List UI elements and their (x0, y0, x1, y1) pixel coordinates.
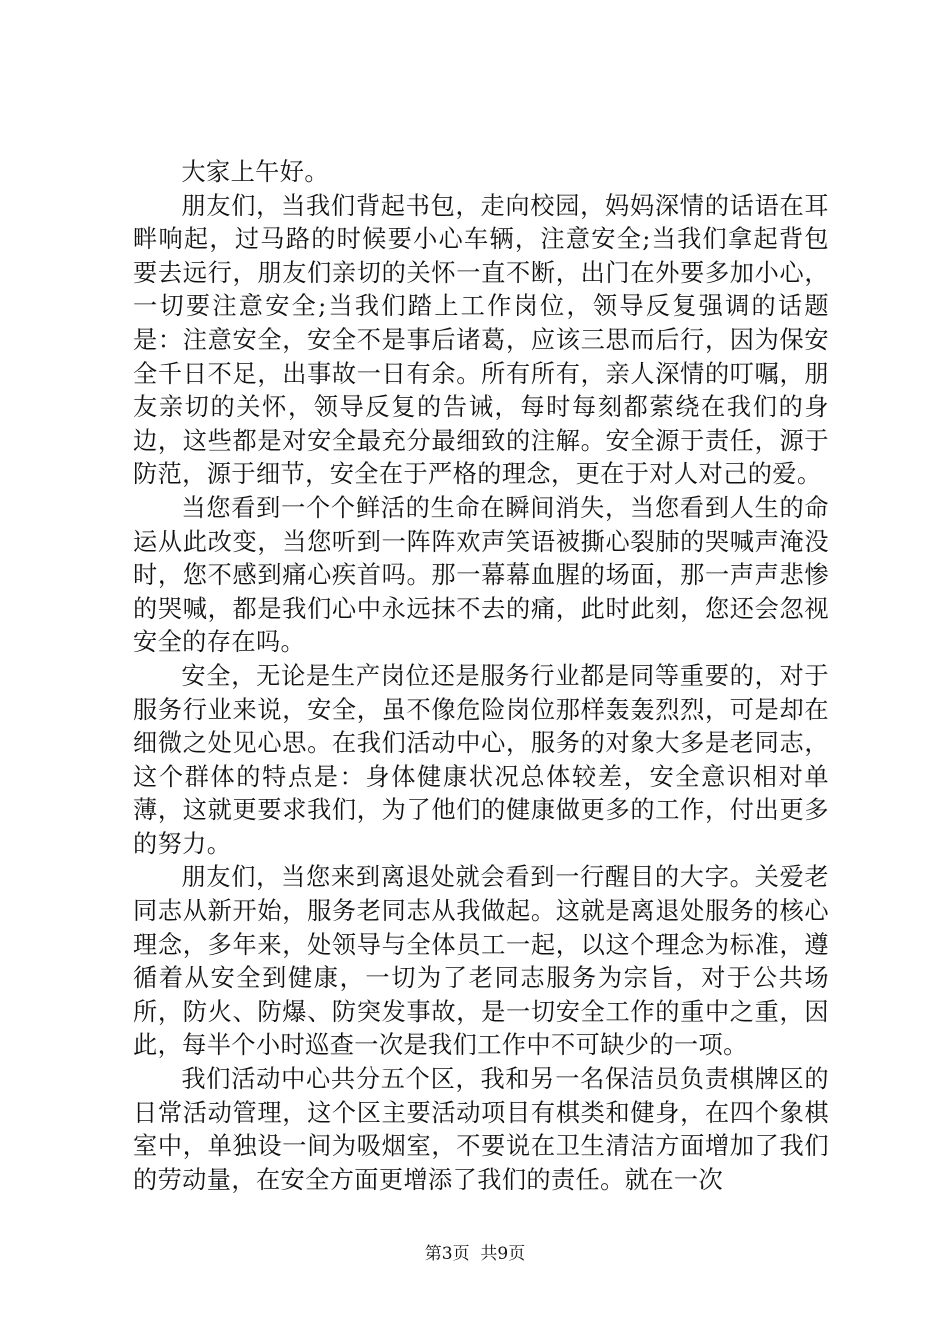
page-total: 共9页 (480, 1244, 526, 1264)
page-number: 第3页 (424, 1244, 470, 1264)
paragraph: 当您看到一个个鲜活的生命在瞬间消失，当您看到人生的命运从此改变，当您听到一阵阵欢声笑语被撕心裂肺的哭喊声淹没时，您不感到痛心疾首吗。那一幕幕血腥的场面，那一声声悲惨的哭喊，都是我们心中永远抹不去的痛，此时此刻，您还会忽视安全的存在吗。 (133, 493, 829, 657)
paragraph-greeting: 大家上午好。 (181, 158, 329, 186)
page-footer (0, 1244, 950, 1264)
paragraph: 安全，无论是生产岗位还是服务行业都是同等重要的，对于服务行业来说，安全，虽不像危险岗位那样轰轰烈烈，可是却在细微之处见心思。在我们活动中心，服务的对象大多是老同志，这个群体的特点是：身体健康状况总体较差，安全意识相对单薄，这就更要求我们，为了他们的健康做更多的工作，付出更多的努力。 (133, 661, 829, 858)
paragraph: 朋友们，当我们背起书包，走向校园，妈妈深情的话语在耳畔响起，过马路的时候要小心车辆，注意安全;当我们拿起背包要去远行，朋友们亲切的关怀一直不断，出门在外要多加小心，一切要注意安全;当我们踏上工作岗位，领导反复强调的话题是：注意安全，安全不是事后诸葛，应该三思而后行，因为保安全千日不足，出事故一日有余。所有所有，亲人深情的叮嘱，朋友亲切的关怀，领导反复的告诫，每时每刻都萦绕在我们的身边，这些都是对安全最充分最细致的注解。安全源于责任，源于防范，源于细节，安全在于严格的理念，更在于对人对己的爱。 (133, 191, 829, 489)
footer-separator (470, 1244, 481, 1264)
paragraph: 朋友们，当您来到离退处就会看到一行醒目的大字。关爱老同志从新开始，服务老同志从我做起。这就是离退处服务的核心理念，多年来，处领导与全体员工一起，以这个理念为标准，遵循着从安全到健康，一切为了老同志服务为宗旨，对于公共场所，防火、防爆、防突发事故，是一切安全工作的重中之重，因此，每半个小时巡查一次是我们工作中不可缺少的一项。 (133, 863, 829, 1060)
paragraph: 我们活动中心共分五个区，我和另一名保洁员负责棋牌区的日常活动管理，这个区主要活动项目有棋类和健身，在四个象棋室中，单独设一间为吸烟室，不要说在卫生清洁方面增加了我们的劳动量，在安全方面更增添了我们的责任。就在一次 (133, 1065, 829, 1194)
document-body (133, 156, 829, 1197)
